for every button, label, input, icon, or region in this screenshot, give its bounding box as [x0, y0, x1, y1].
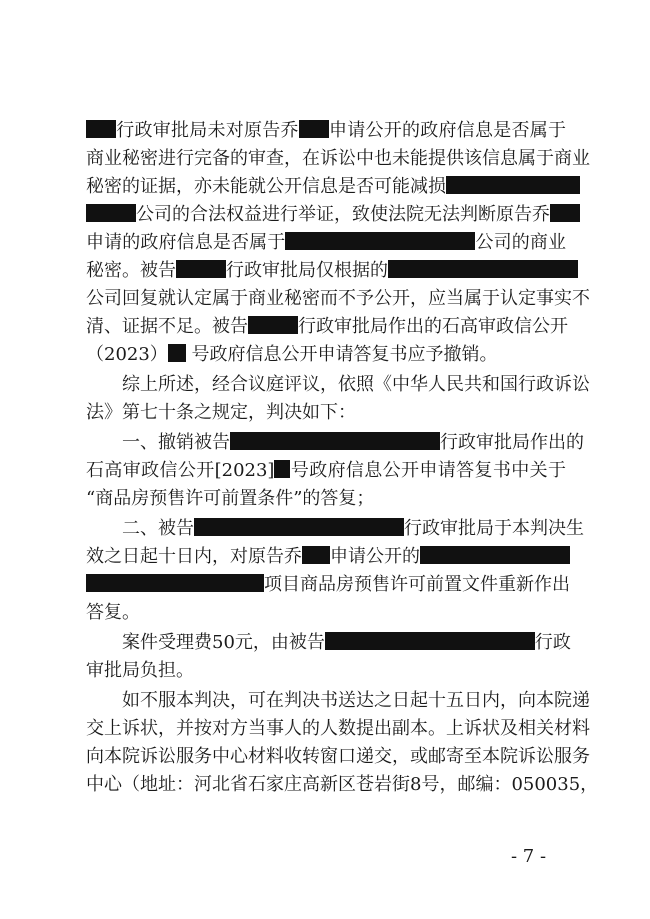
text-line: 公司的合法权益进行举证，致使法院无法判断原告乔 — [86, 201, 566, 229]
text-line: 答复。 — [86, 602, 140, 623]
text-line: 行政审批局未对原告乔 申请公开的政府信息是否属于 — [86, 117, 566, 145]
redaction-box — [194, 518, 404, 536]
text-line: “商品房预售许可前置条件”的答复； — [86, 488, 375, 509]
text-line: 清、证据不足。被告 行政审批局作出的石高审政信公开 — [86, 316, 568, 337]
text-line: 项目商品房预售许可前置文件重新作出 — [86, 571, 566, 599]
text-line: 审批局负担。 — [86, 660, 194, 681]
text-line: 公司回复就认定属于商业秘密而不予公开，应当属于认定事实不 — [86, 288, 590, 309]
redaction-box — [86, 120, 116, 138]
text-line: 效之日起十日内，对原告乔 申请公开的 — [86, 543, 566, 571]
redaction-box — [446, 176, 580, 194]
redaction-box — [325, 632, 535, 650]
text-line: 石高审政信公开[2023] 号政府信息公开申请答复书中关于 — [86, 460, 567, 481]
text-line: （2023） 号政府信息公开申请答复书应予撤销。 — [86, 344, 498, 365]
redaction-box — [274, 460, 290, 478]
redaction-box — [248, 316, 298, 334]
text-line: 如不服本判决，可在判决书送达之日起十五日内，向本院递 — [122, 690, 590, 711]
redaction-box — [86, 574, 264, 592]
text-line: 秘密的证据，亦未能就公开信息是否可能减损 — [86, 173, 566, 201]
redaction-box — [302, 546, 330, 564]
redaction-box — [86, 204, 136, 222]
text-line: 案件受理费50元，由被告 行政 — [122, 632, 571, 653]
page-number: - 7 - — [511, 846, 547, 867]
text-line: 法》第七十条之规定，判决如下： — [86, 402, 356, 423]
redaction-box — [550, 204, 580, 222]
redaction-box — [285, 232, 475, 250]
redaction-box — [420, 546, 570, 564]
text-line: 一、撤销被告 行政审批局作出的 — [122, 432, 584, 453]
text-line: 中心（地址：河北省石家庄高新区苍岩街8号，邮编：050035， — [86, 774, 599, 795]
text-line: 申请的政府信息是否属于 公司的商业 — [86, 232, 566, 253]
text-line: 二、被告 行政审批局于本判决生 — [122, 518, 584, 539]
text-line: 商业秘密进行完备的审查，在诉讼中也未能提供该信息属于商业 — [86, 148, 590, 169]
text-line: 综上所述，经合议庭评议，依照《中华人民共和国行政诉讼 — [122, 374, 590, 395]
redaction-box — [176, 260, 226, 278]
text-line: 秘密。被告 行政审批局仅根据的 — [86, 257, 566, 285]
redaction-box — [299, 120, 329, 138]
redaction-box — [168, 344, 186, 362]
redaction-box — [388, 260, 578, 278]
redaction-box — [230, 432, 440, 450]
text-line: 交上诉状，并按对方当事人的人数提出副本。上诉状及相关材料 — [86, 718, 590, 739]
text-line: 向本院诉讼服务中心材料收转窗口递交，或邮寄至本院诉讼服务 — [86, 746, 590, 767]
